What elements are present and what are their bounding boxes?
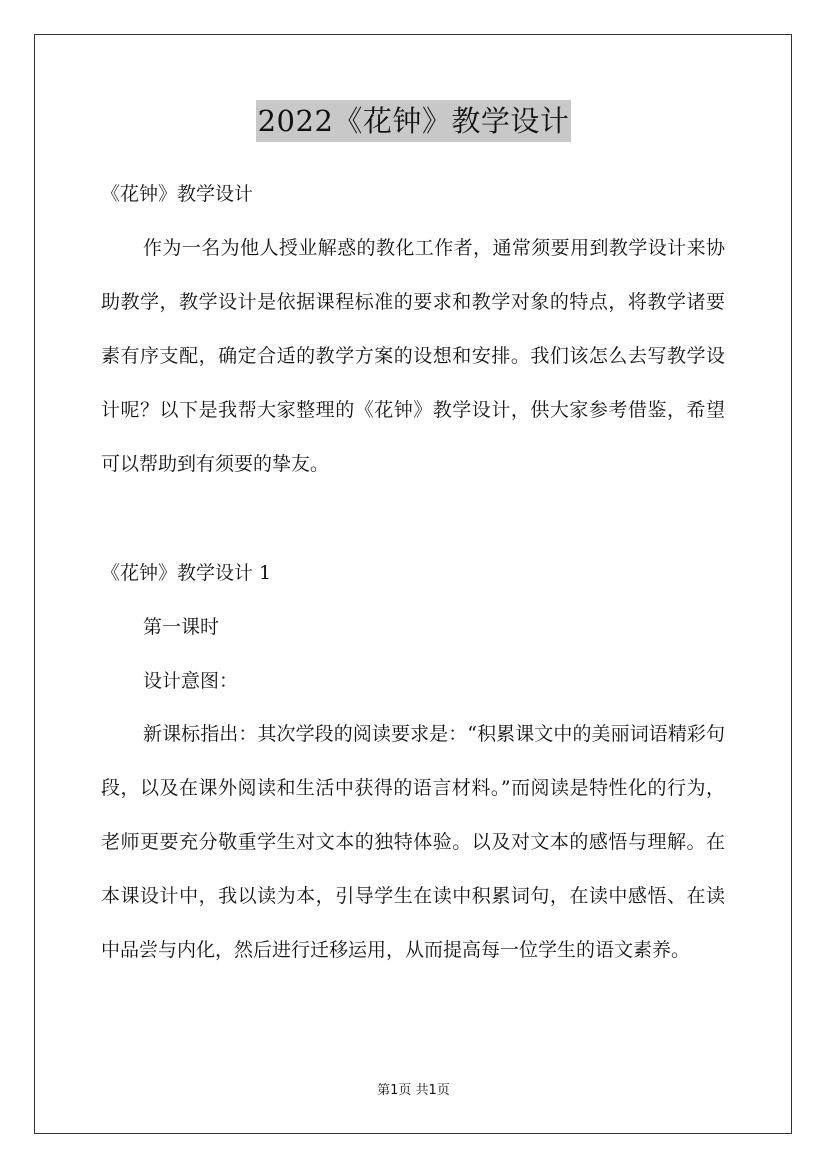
lesson-label: 第一课时 xyxy=(143,616,220,638)
title-container xyxy=(0,100,827,142)
page-footer: 第1页 共1页 xyxy=(377,1083,450,1098)
section-heading: 《花钟》教学设计 1 xyxy=(101,562,272,584)
design-intent-paragraph: 新课标指出：其次学段的阅读要求是：“积累课文中的美丽词语精彩句段，以及在课外阅读和生活中获得的语言材料。”而阅读是特性化的行为，老师更要充分敬重学生对文本的独特体验。以及对文本的感悟与理解。在本课设计中，我以读为本，引导学生在读中积累词句，在读中感悟、在读中品尝与内化，然后进行迁移运用，从而提高每一位学生的语文素养。 xyxy=(101,723,725,961)
intro-paragraph: 作为一名为他人授业解惑的教化工作者，通常须要用到教学设计来协助教学，教学设计是依据课程标准的要求和教学对象的特点，将教学诸要素有序支配，确定合适的教学方案的设想和安排。我们该怎么去写教学设计呢？以下是我帮大家整理的《花钟》教学设计，供大家参考借鉴，希望可以帮助到有须要的挚友。 xyxy=(101,237,725,475)
design-intent-label: 设计意图： xyxy=(143,670,239,692)
document-subtitle: 《花钟》教学设计 xyxy=(101,183,254,205)
document-title: 2022《花钟》教学设计 xyxy=(256,100,572,142)
